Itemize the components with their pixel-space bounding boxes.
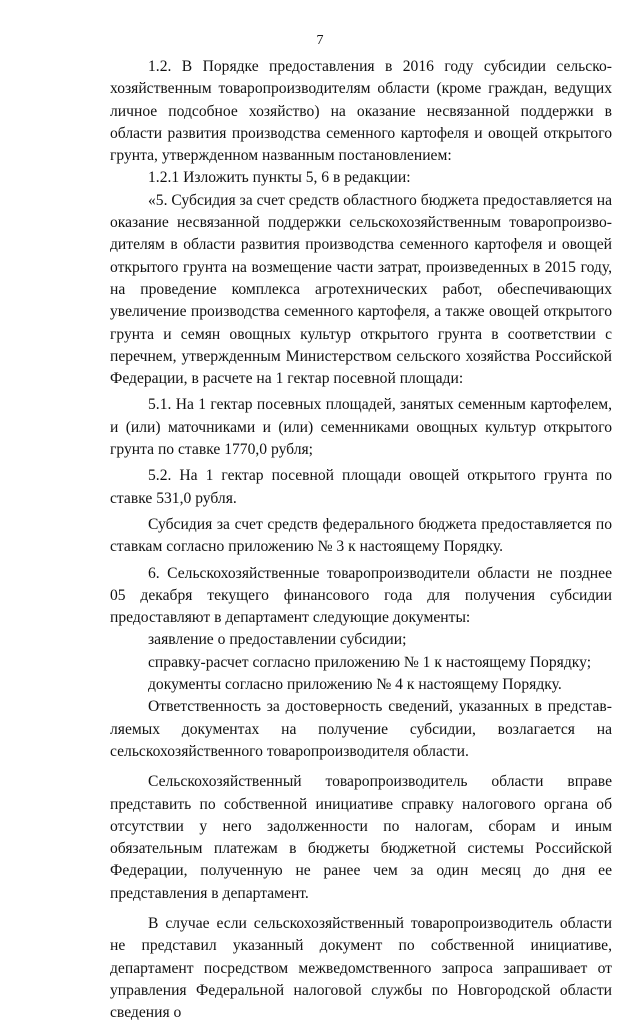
paragraph-tax-certificate: Сельскохозяйственный товаропроизводитель области вправе представить по собственной инициативе справку налогового органа об отсутствии у него задолженности по налогам, сборам и иным обязательным платежам в бюджеты бюджетной системы Российской Федерации, полученную не ранее чем за один месяц до дня ее представления в департамент.: [110, 773, 612, 902]
paragraph-5-2: 5.2. На 1 гектар посевной площади овощей открытого грунта по ставке 531,0 рубля.: [110, 467, 612, 507]
paragraph-6: 6. Сельскохозяйственные товаропроизводители области не позднее 05 декабря текущего финансового года для получения субсидии предоставляют в департамент следующие документы:: [110, 564, 612, 627]
document-list-item-certificate: справку-расчет согласно приложению № 1 к настоящему Порядку;: [148, 653, 592, 671]
paragraph-interagency-request: В случае если сельскохозяйственный товаропроизводитель области не представил указанный документ по собственной инициативе, департамент посредством межведомственного запроса запрашивает от управления Федеральной налоговой службы по Новгородской области сведения о: [110, 914, 612, 1022]
page-number: 7: [316, 33, 324, 48]
paragraph-5-1: 5.1. На 1 гектар посевных площадей, занятых семенным картофелем, и (или) маточниками и (или) семенниками овощных культур открытого грунта по ставке 1770,0 рубля;: [110, 396, 612, 459]
paragraph-1-2: 1.2. В Порядке предоставления в 2016 году субсидии сельскохозяйственным товаропроизводителям области (кроме граждан, ведущих личное подсобное хозяйство) на оказание несвязанной поддержки в области развития производства семенного картофеля и овощей открытого грунта, утвержденном названным постановлением:: [110, 58, 612, 165]
paragraph-1-2-1: 1.2.1 Изложить пункты 5, 6 в редакции:: [148, 169, 411, 187]
paragraph-federal-subsidy: Субсидия за счет средств федерального бюджета предоставляется по ставкам согласно приложению № 3 к настоящему Порядку.: [110, 515, 612, 556]
document-list-item-application: заявление о предоставлении субсидии;: [148, 631, 407, 649]
document-list-item-documents: документы согласно приложению № 4 к настоящему Порядку.: [148, 676, 562, 694]
paragraph-responsibility: Ответственность за достоверность сведений, указанных в представляемых документах на получение субсидии, возлагается на сельскохозяйственного товаропроизводителя области.: [110, 698, 612, 760]
document-body: [110, 56, 612, 1024]
paragraph-5: «5. Субсидия за счет средств областного бюджета предоставляется на оказание несвязанной поддержки сельскохозяйственным товаропроизводителям в области развития производства семенного картофеля и овощей открытого грунта на возмещение части затрат, произведенных в 2015 году, на проведение комплекса агротехнических работ, обеспечивающих увеличение производства семенного картофеля, а также овощей открытого грунта и семян овощных культур открытого грунта в соответствии с перечнем, утвержденным Министерством сельского хозяйства Российской Федерации, в расчете на 1 гектар посевной площади:: [110, 191, 612, 388]
